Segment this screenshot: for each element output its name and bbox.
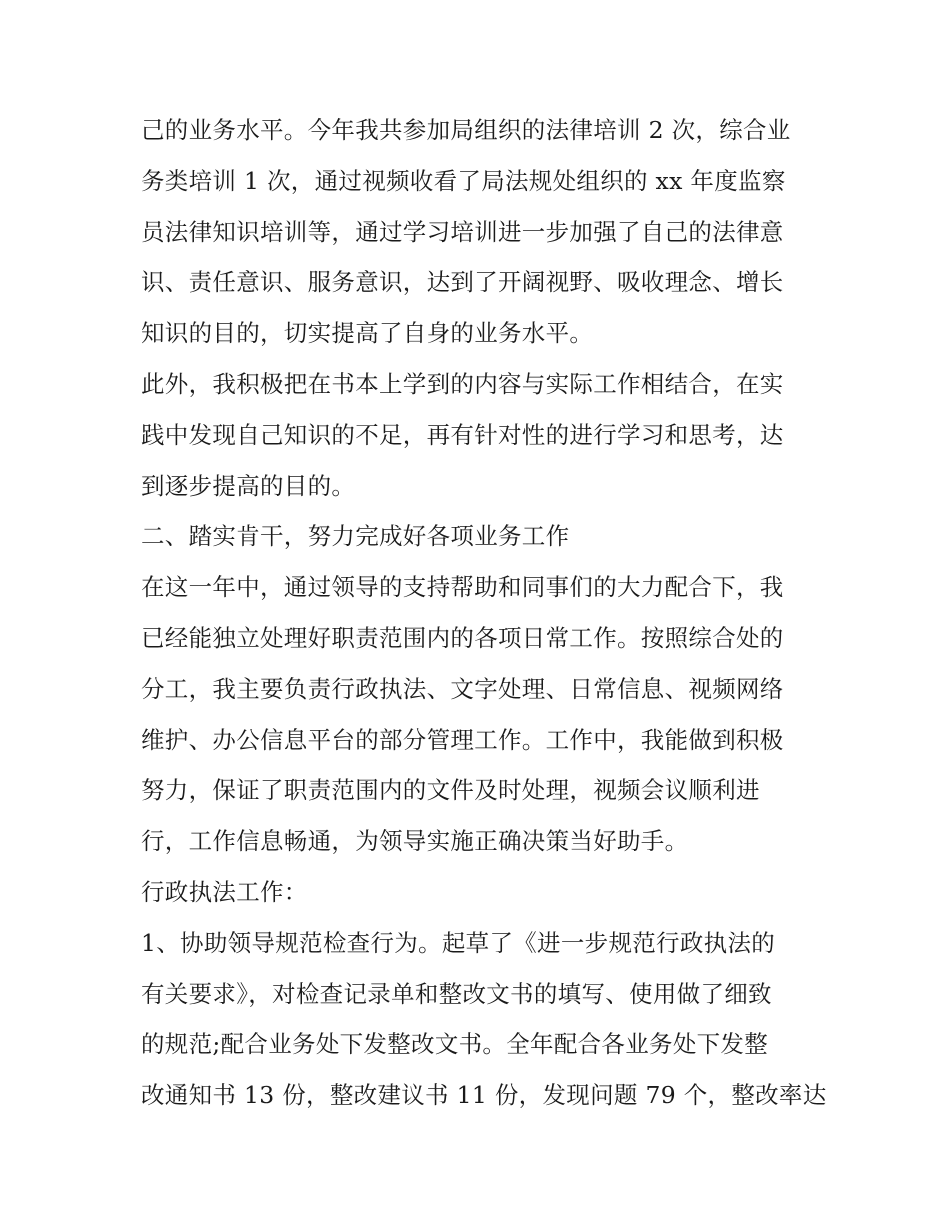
text-line: 努力，保证了职责范围内的文件及时处理，视频会议顺利进 [141, 776, 760, 804]
text-line: 分工，我主要负责行政执法、文字处理、日常信息、视频网络 [141, 675, 784, 703]
text-line: 识、责任意识、服务意识，达到了开阔视野、吸收理念、增长 [141, 268, 784, 296]
text-line: 已经能独立处理好职责范围内的各项日常工作。按照综合处的 [141, 624, 784, 652]
text-line: 1、协助领导规范检查行为。起草了《进一步规范行政执法的 [141, 929, 776, 957]
text-line: 务类培训 1 次，通过视频收看了局法规处组织的 xx 年度监察 [141, 167, 786, 195]
text-line: 己的业务水平。今年我共参加局组织的法律培训 2 次，综合业 [141, 116, 791, 144]
text-line: 此外，我积极把在书本上学到的内容与实际工作相结合，在实 [141, 370, 784, 398]
text-line: 到逐步提高的目的。 [141, 472, 356, 500]
text-line: 员法律知识培训等，通过学习培训进一步加强了自己的法律意 [141, 218, 784, 246]
text-line: 维护、办公信息平台的部分管理工作。工作中，我能做到积极 [141, 726, 784, 754]
text-line: 践中发现自己知识的不足，再有针对性的进行学习和思考，达 [141, 421, 784, 449]
text-line: 改通知书 13 份，整改建议书 11 份，发现问题 79 个，整改率达 [141, 1081, 827, 1109]
text-line: 知识的目的，切实提高了自身的业务水平。 [141, 319, 594, 347]
text-line: 有关要求》，对检查记录单和整改文书的填写、使用做了细致 [141, 980, 772, 1008]
subsection-heading: 行政执法工作： [141, 878, 308, 906]
text-line: 的规范;配合业务处下发整改文书。全年配合各业务处下发整 [141, 1030, 769, 1058]
text-line: 在这一年中，通过领导的支持帮助和同事们的大力配合下，我 [141, 573, 784, 601]
text-line: 行，工作信息畅通，为领导实施正确决策当好助手。 [141, 827, 689, 855]
section-heading: 二、踏实肯干，努力完成好各项业务工作 [141, 522, 570, 550]
